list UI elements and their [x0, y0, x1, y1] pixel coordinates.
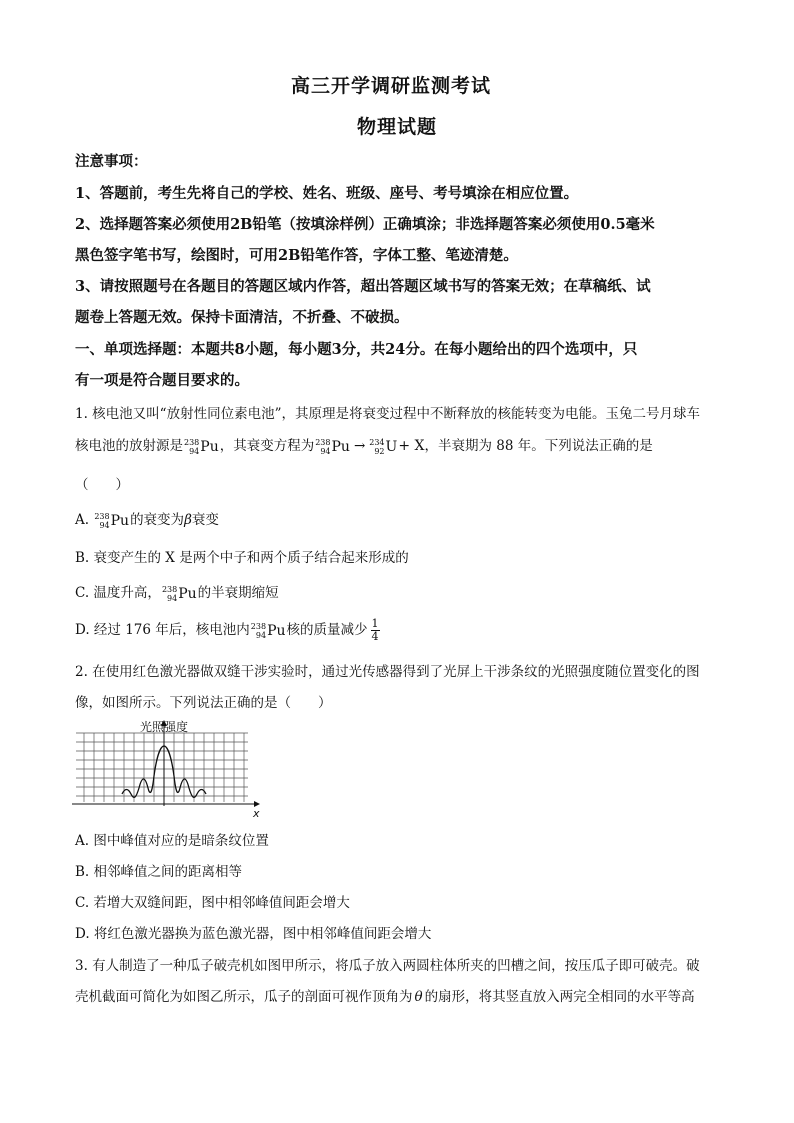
- pu-mass: 238: [250, 621, 267, 631]
- pu-isotope: [184, 438, 219, 456]
- pu-mass: 238: [161, 584, 178, 594]
- eq-plus-x: + X: [398, 438, 425, 454]
- notice-item-2-line2: 黑色签字笔书写，绘图时，可用2B铅笔作答，字体工整、笔迹清楚。: [75, 247, 518, 264]
- theta-symbol: θ: [414, 989, 423, 1005]
- pu-isotope: [94, 512, 129, 530]
- q3-text-a: 壳机截面可简化为如图乙所示，瓜子的剖面可视作顶角为: [75, 989, 413, 1005]
- q1-option-c[interactable]: [75, 581, 279, 603]
- u-symbol: U: [385, 438, 398, 455]
- q3-stem-line1: 3. 有人制造了一种瓜子破壳机如图甲所示，将瓜子放入两圆柱体所夹的凹槽之间，按压瓜子即可破壳。破: [75, 958, 700, 974]
- pu-mass: 238: [94, 511, 110, 521]
- pu-symbol: Pu: [178, 585, 197, 602]
- section-heading-line1: 一、单项选择题：本题共8小题，每小题3分，共24分。在每小题给出的四个选项中，只: [75, 341, 638, 358]
- q2-stem-line1: 2. 在使用红色激光器做双缝干涉实验时，通过光传感器得到了光屏上干涉条纹的光照强度随位置变化的图: [75, 664, 700, 680]
- q1-text-b: ，其衰变方程为: [219, 438, 315, 454]
- option-c-end: 的半衰期缩短: [197, 585, 279, 601]
- pu-symbol: Pu: [331, 438, 350, 455]
- section-heading-line2: 有一项是符合题目要求的。: [75, 372, 249, 389]
- frac-numerator: 1: [371, 617, 379, 630]
- q2-option-b[interactable]: B. 相邻峰值之间的距离相等: [75, 864, 243, 880]
- frac-denominator: 4: [371, 630, 379, 643]
- q2-option-a[interactable]: A. 图中峰值对应的是暗条纹位置: [75, 833, 269, 849]
- interference-figure: [70, 716, 270, 821]
- q1-stem-line2: [75, 434, 653, 456]
- pu-z: 94: [255, 630, 267, 640]
- q1-option-a[interactable]: [75, 508, 219, 530]
- notice-item-2-line1: 2、选择题答案必须使用2B铅笔（按填涂样例）正确填涂；非选择题答案必须使用0.5毫米: [75, 216, 655, 233]
- notice-item-1: 1、答题前，考生先将自己的学校、姓名、班级、座号、考号填涂在相应位置。: [75, 185, 579, 202]
- q2-option-d[interactable]: D. 将红色激光器换为蓝色激光器，图中相邻峰值间距会增大: [75, 926, 432, 942]
- q1-stem-line1: 1. 核电池又叫“放射性同位素电池”，其原理是将衰变过程中不断释放的核能转变为电能。玉兔二号月球车: [75, 406, 700, 422]
- figure-xlabel: x: [253, 807, 260, 820]
- notice-item-3-line2: 题卷上答题无效。保持卡面清洁，不折叠、不破损。: [75, 309, 409, 326]
- u-isotope: [369, 438, 397, 456]
- figure-ylabel: 光照强度: [140, 720, 189, 734]
- pu-mass: 238: [184, 437, 200, 447]
- q1-option-d[interactable]: [75, 618, 380, 643]
- u-mass: 234: [369, 437, 385, 447]
- exam-subject: 物理试题: [357, 116, 438, 138]
- pu-z: 94: [189, 446, 200, 456]
- q1-answer-blank: （ ）: [75, 477, 129, 493]
- pu-z: 94: [167, 593, 178, 603]
- notice-heading: 注意事项：: [75, 153, 148, 170]
- q1-text-c: ，半衰期为 88 年。下列说法正确的是: [424, 438, 653, 454]
- notice-item-3-line1: 3、请按照题号在各题目的答题区域内作答，超出答题区域书写的答案无效；在草稿纸、试: [75, 278, 651, 295]
- pu-isotope: [315, 438, 350, 456]
- pu-symbol: Pu: [267, 622, 286, 639]
- pu-mass: 238: [315, 437, 331, 447]
- q2-stem-line2: 像，如图所示。下列说法正确的是（ ）: [75, 695, 332, 711]
- q1-text-a: 核电池的放射源是: [75, 438, 183, 454]
- option-c-text: C. 温度升高，: [75, 585, 161, 601]
- option-a-letter: A.: [75, 512, 90, 528]
- pu-symbol: Pu: [110, 512, 130, 529]
- q1-option-b[interactable]: B. 衰变产生的 X 是两个中子和两个质子结合起来形成的: [75, 550, 409, 566]
- arrow: →: [353, 438, 366, 454]
- pu-isotope: [162, 585, 197, 603]
- q3-text-b: 的扇形，将其竖直放入两完全相同的水平等高: [424, 989, 695, 1005]
- figure-grid: [76, 733, 248, 802]
- pu-z: 94: [320, 446, 331, 456]
- pu-symbol: Pu: [200, 438, 219, 455]
- option-d-mid: 核的质量减少: [286, 622, 368, 638]
- pu-isotope: [251, 622, 286, 640]
- u-z: 92: [374, 446, 385, 456]
- exam-title: 高三开学调研监测考试: [291, 75, 492, 97]
- q3-stem-line2: [75, 985, 695, 1005]
- q2-option-c[interactable]: C. 若增大双缝间距，图中相邻峰值间距会增大: [75, 895, 350, 911]
- pu-z: 94: [99, 520, 110, 530]
- fraction-one-quarter: [371, 618, 380, 643]
- beta-symbol: β: [184, 512, 192, 528]
- option-a-text: 的衰变为: [130, 512, 185, 528]
- option-a-end: 衰变: [191, 512, 219, 528]
- option-d-text: D. 经过 176 年后，核电池内: [75, 622, 250, 638]
